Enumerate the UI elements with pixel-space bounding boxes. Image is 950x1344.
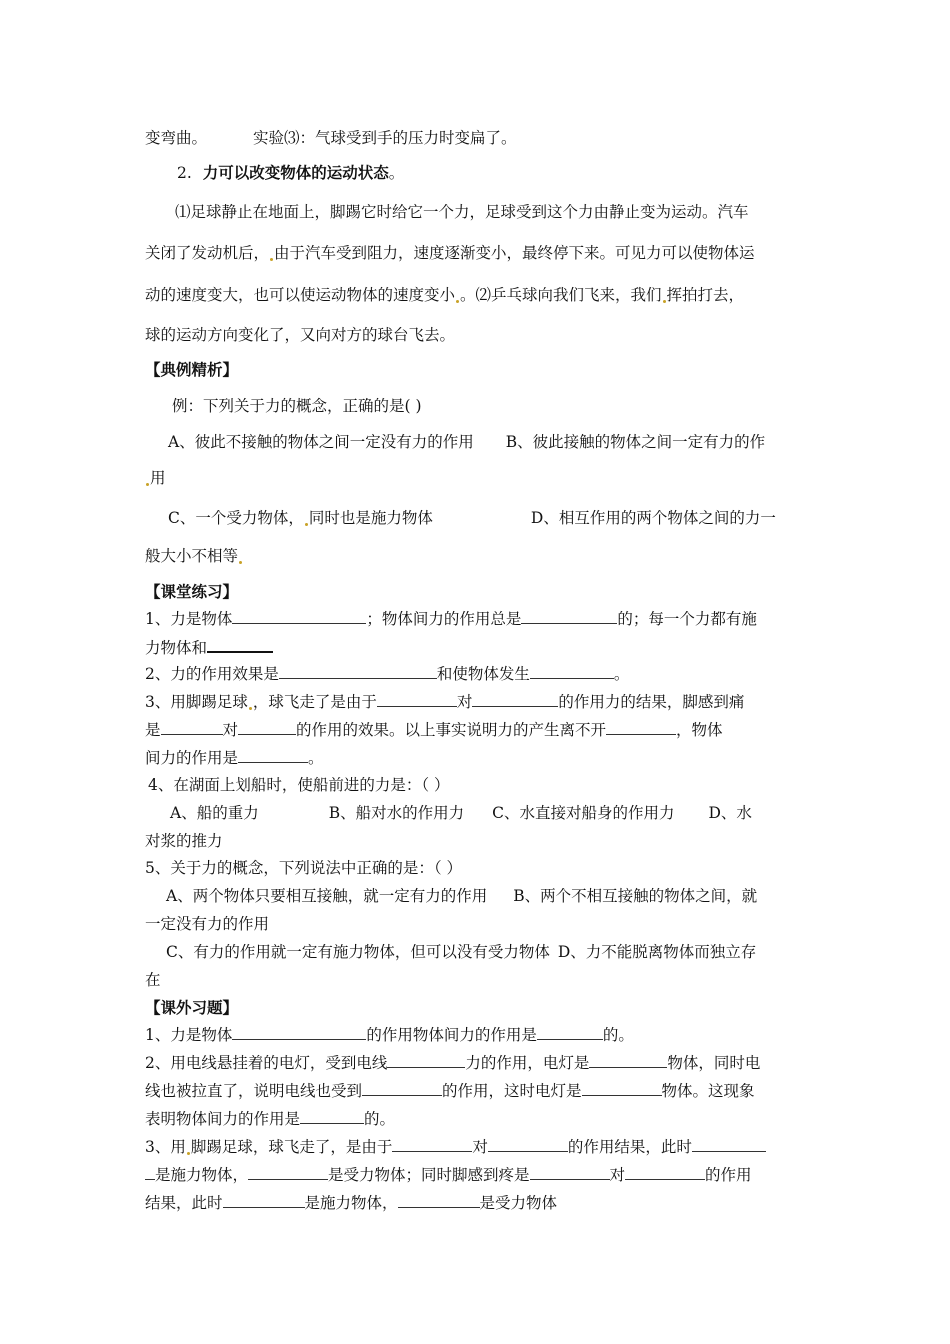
text-fragment: 的。 xyxy=(364,1110,396,1128)
text-fragment: 对 xyxy=(609,1166,626,1184)
option-row xyxy=(168,508,776,528)
text-fragment: 的作用，这时电灯是 xyxy=(442,1082,582,1100)
text-line xyxy=(145,546,243,566)
text-fragment: 脚踢足球，球飞走了，是由于 xyxy=(190,1138,393,1156)
text-fragment: 1、力是物体 xyxy=(145,1026,233,1044)
answer-blank[interactable] xyxy=(530,1165,610,1180)
option-row xyxy=(170,803,752,823)
question-4: 4、在湖面上划船时，使船前进的力是：（ ） xyxy=(148,776,450,794)
text-line xyxy=(145,1081,755,1101)
text-fragment: 挥拍打去， xyxy=(666,286,745,304)
example-question: 例：下列关于力的概念，正确的是( ) xyxy=(172,397,422,415)
punctuation: 。 xyxy=(388,164,405,182)
text-fragment: 物体，同时电 xyxy=(667,1054,761,1072)
text-fragment: 一定没有力的作用 xyxy=(145,915,270,933)
text-fragment: 的作用的效果。以上事实说明力的产生离不开 xyxy=(296,721,607,739)
text-fragment: 力的作用，电灯是 xyxy=(465,1054,590,1072)
option-b: B、两个不相互接触的物体之间，就 xyxy=(513,887,758,905)
text-fragment: 变弯曲。 xyxy=(145,129,208,147)
text-line xyxy=(145,1165,752,1185)
mark-dot xyxy=(239,561,242,564)
text-fragment: 动的速度变大，也可以使运动物体的速度变小 xyxy=(145,286,456,304)
question-5: 5、关于力的概念，下列说法中正确的是：（ ） xyxy=(145,859,463,877)
text-fragment: 是受力物体；同时脚感到疼是 xyxy=(328,1166,530,1184)
text-line xyxy=(175,202,749,222)
text-line xyxy=(145,325,455,345)
option-a: A、两个物体只要相互接触，就一定有力的作用 xyxy=(166,887,488,905)
option-c: C、水直接对船身的作用力 xyxy=(492,804,675,822)
answer-blank[interactable] xyxy=(238,748,308,763)
answer-blank[interactable] xyxy=(161,720,223,735)
text-line xyxy=(145,1025,634,1045)
section-heading-homework: 【课外习题】 xyxy=(145,998,239,1017)
text-line xyxy=(145,128,517,148)
section-heading-practice: 【课堂练习】 xyxy=(145,582,239,601)
text-fragment: 2、力的作用效果是 xyxy=(145,665,279,683)
text-fragment: 在 xyxy=(145,971,161,989)
text-line xyxy=(145,970,161,990)
text-fragment: 用 xyxy=(150,469,166,487)
text-line xyxy=(145,1193,557,1213)
text-fragment: 2、用电线悬挂着的电灯，受到电线 xyxy=(145,1054,388,1072)
option-c: C、一个受力物体， xyxy=(168,509,304,527)
answer-blank[interactable] xyxy=(145,1165,155,1180)
text-fragment: 对 xyxy=(472,1138,488,1156)
mark-dot xyxy=(663,300,666,303)
text-fragment: 线也被拉直了，说明电线也受到 xyxy=(145,1082,363,1100)
answer-blank[interactable] xyxy=(582,1081,662,1096)
text-line xyxy=(145,637,273,658)
answer-blank[interactable] xyxy=(223,1193,305,1208)
text-fragment: 对 xyxy=(222,721,239,739)
answer-blank[interactable] xyxy=(377,692,457,707)
text-fragment: 的作用 xyxy=(705,1166,752,1184)
answer-blank[interactable] xyxy=(472,692,558,707)
text-fragment: 同时也是施力物体 xyxy=(308,509,433,527)
answer-blank[interactable] xyxy=(521,609,617,624)
text-fragment: ，球飞走了是由于 xyxy=(252,693,377,711)
answer-blank[interactable] xyxy=(537,1025,603,1040)
text-fragment: 实验⑶：气球受到手的压力时变扁了。 xyxy=(253,129,517,147)
answer-blank[interactable] xyxy=(279,664,437,679)
text-fragment: 3、用 xyxy=(145,1138,186,1156)
answer-blank[interactable] xyxy=(488,1137,568,1152)
text-line xyxy=(145,243,755,263)
text-fragment: 关闭了发动机后， xyxy=(145,244,270,262)
option-d: D、水 xyxy=(708,804,752,822)
text-line xyxy=(145,748,324,768)
answer-blank[interactable] xyxy=(232,609,366,624)
text-fragment: 的作用物体间力的作用是 xyxy=(366,1026,537,1044)
text-fragment: 是 xyxy=(145,721,161,739)
mark-dot xyxy=(146,483,149,486)
text-line xyxy=(145,720,723,740)
answer-blank[interactable] xyxy=(300,1109,364,1124)
text-fragment: 。⑵乒乓球向我们飞来，我们 xyxy=(460,286,662,304)
text-fragment: ；物体间力的作用总是 xyxy=(366,610,522,628)
text-line xyxy=(145,468,166,488)
option-b: B、船对水的作用力 xyxy=(328,804,465,822)
option-d: D、力不能脱离物体而独立存 xyxy=(557,943,757,961)
text-fragment: ⑴足球静止在地面上，脚踢它时给它一个力，足球受到这个力由静止变为运动。汽车 xyxy=(175,203,749,221)
text-line xyxy=(145,664,629,684)
text-fragment: 对 xyxy=(456,693,473,711)
answer-blank[interactable] xyxy=(692,1137,766,1152)
text-line xyxy=(145,1053,760,1073)
mark-dot xyxy=(249,707,252,710)
text-fragment: 的。 xyxy=(602,1026,634,1044)
mark-dot xyxy=(270,258,273,261)
text-fragment: 结果，此时 xyxy=(145,1194,223,1212)
text-fragment: 是施力物体， xyxy=(155,1166,249,1184)
text-line xyxy=(145,692,744,712)
option-c: C、有力的作用就一定有施力物体，但可以没有受力物体 xyxy=(166,943,550,961)
option-a: A、彼此不接触的物体之间一定没有力的作用 xyxy=(168,433,474,451)
option-row xyxy=(166,886,757,906)
answer-blank[interactable] xyxy=(232,1025,366,1040)
text-fragment: 表明物体间力的作用是 xyxy=(145,1110,301,1128)
option-row xyxy=(168,432,765,452)
text-fragment: 的作用结果，此时 xyxy=(567,1138,692,1156)
text-fragment: 般大小不相等 xyxy=(145,547,239,565)
text-fragment: 是受力物体 xyxy=(479,1194,558,1212)
text-fragment: 的作用力的结果，脚感到痛 xyxy=(558,693,745,711)
point-number: 2. xyxy=(177,164,192,182)
text-fragment: 是施力物体， xyxy=(304,1194,398,1212)
mark-dot xyxy=(456,300,459,303)
text-fragment: 力物体和 xyxy=(145,639,208,657)
text-fragment: 和使物体发生 xyxy=(436,665,530,683)
answer-blank[interactable] xyxy=(238,720,296,735)
text-fragment: 3、用脚踢足球 xyxy=(145,693,248,711)
text-line xyxy=(145,285,744,305)
text-line xyxy=(145,1137,766,1157)
mark-dot xyxy=(305,523,308,526)
option-a: A、船的重力 xyxy=(170,804,259,822)
option-row xyxy=(166,942,756,962)
option-d: D、相互作用的两个物体之间的力一 xyxy=(530,509,776,527)
answer-blank[interactable] xyxy=(530,664,614,679)
text-fragment: 的；每一个力都有施 xyxy=(617,610,757,628)
text-line xyxy=(145,609,757,629)
text-fragment: 物体。这现象 xyxy=(661,1082,755,1100)
mark-dot xyxy=(187,1152,190,1155)
text-fragment: ，物体 xyxy=(676,721,723,739)
answer-blank[interactable] xyxy=(362,1081,442,1096)
answer-blank[interactable] xyxy=(387,1053,465,1068)
text-fragment: 由于汽车受到阻力，速度逐渐变小，最终停下来。可见力可以使物体运 xyxy=(274,244,755,262)
answer-blank[interactable] xyxy=(248,1165,328,1180)
option-b: B、彼此接触的物体之间一定有力的作 xyxy=(505,433,766,451)
text-fragment: 球的运动方向变化了，又向对方的球台飞去。 xyxy=(145,326,456,344)
answer-blank[interactable] xyxy=(589,1053,667,1068)
text-fragment: 间力的作用是 xyxy=(145,749,239,767)
text-fragment: 对浆的推力 xyxy=(145,832,223,850)
section-heading-example: 【典例精析】 xyxy=(145,360,239,379)
answer-blank[interactable] xyxy=(392,1137,472,1152)
text-fragment: 。 xyxy=(613,665,630,683)
answer-blank[interactable] xyxy=(625,1165,705,1180)
text-line xyxy=(145,1109,395,1129)
text-fragment: 。 xyxy=(308,749,324,767)
answer-blank[interactable] xyxy=(398,1193,480,1208)
answer-blank[interactable] xyxy=(606,720,676,735)
point-title: 力可以改变物体的运动状态 xyxy=(202,163,389,182)
text-fragment: 1、力是物体 xyxy=(145,610,233,628)
point-2-heading xyxy=(177,163,404,183)
text-line xyxy=(145,831,223,851)
answer-blank[interactable] xyxy=(207,637,273,653)
text-line xyxy=(145,914,269,934)
